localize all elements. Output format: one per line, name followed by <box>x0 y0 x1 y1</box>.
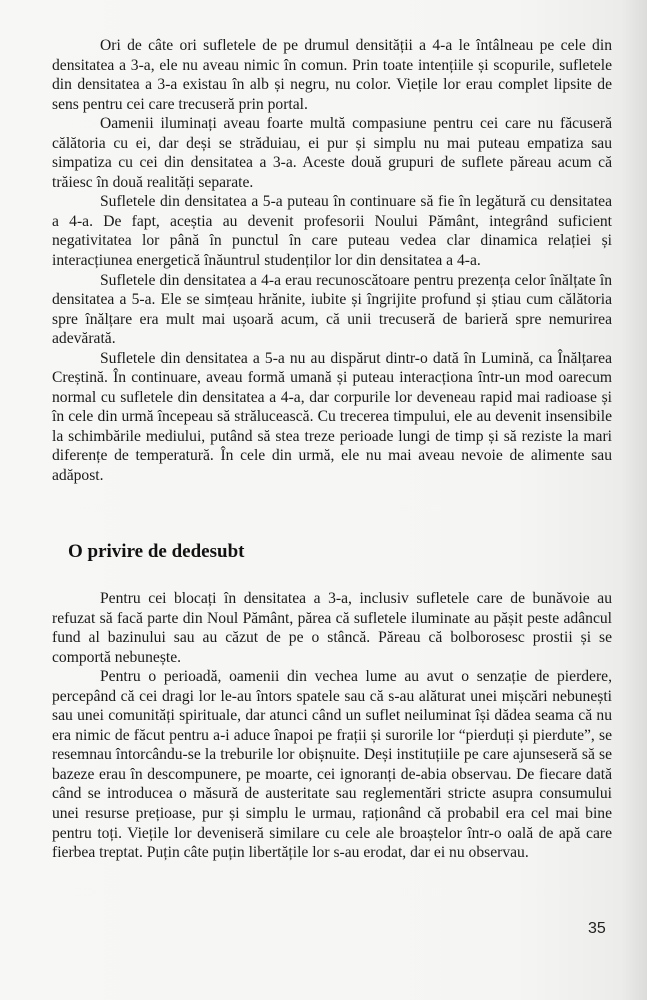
paragraph: Ori de câte ori sufletele de pe drumul densității a 4-a le întâlneau pe cele din densitatea a 3-a, ele nu aveau nimic în comun. Prin toate intențiile și scopurile, sufletele din densitatea a 3-a existau în alb și negru, nu color. Viețile lor erau complet lipsite de sens pentru cei care trecuseră prin portal. <box>52 37 612 113</box>
paragraph: Sufletele din densitatea a 4-a erau recunoscătoare pentru prezența celor înălțate în densitatea a 5-a. Ele se simțeau hrănite, iubite și îngrijite profund și știau cum călătoria spre înălțare era mult mai ușoară acum, că unii trecuseră de barieră spre nemurirea adevărată. <box>52 271 612 348</box>
paragraph: Pentru cei blocați în densitatea a 3-a, inclusiv sufletele care de bunăvoie au refuzat să facă parte din Noul Pământ, părea că sufletele iluminate au pășit peste adâncul fund al bazinului sau au căzut de pe o stâncă. Păreau că bolborosesc prostii și se comportă nebunește. <box>52 590 612 666</box>
section-1-body <box>52 36 612 486</box>
paragraph: Sufletele din densitatea a 5-a nu au dispărut dintr-o dată în Lumină, ca Înălțarea Creștină. În continuare, aveau formă umană și puteau interacționa într-un mod oarecum normal cu sufletele din densitatea a 4-a, dar corpurile lor deveneau rapid mai radioase și în cele din urmă începeau să strălucească. Cu trecerea timpului, ele au devenit insensibile la schimbările mediului, putând să stea treze perioade lungi de timp și să reziste la mari diferențe de temperatură. În cele din urmă, ele nu mai aveau nevoie de alimente sau adăpost. <box>52 349 612 485</box>
paragraph: Sufletele din densitatea a 5-a puteau în continuare să fie în legătură cu densitatea a 4-a. De fapt, aceștia au devenit profesorii Noului Pământ, integrând suficient negativitatea lor până în punctul în care puteau vedea clar dinamica relației și interacțiunea energetică înăuntrul studenților lor din densitatea a 4-a. <box>52 193 612 270</box>
section-2-body <box>52 589 612 863</box>
paragraph: Oamenii iluminați aveau foarte multă compasiune pentru cei care nu făcuseră călătoria cu ei, dar deși se străduiau, ei pur și simplu nu mai puteau empatiza sau simpatiza cu cei din densitatea a 3-a. Aceste două grupuri de suflete păreau acum că trăiesc în două realități separate. <box>52 115 612 191</box>
section-heading: O privire de dedesubt <box>68 541 245 562</box>
page-number: 35 <box>588 920 606 937</box>
paragraph: Pentru o perioadă, oamenii din vechea lume au avut o senzație de pierdere, percepând că cei dragi lor le-au întors spatele sau că s-au alăturat unei mișcări nebunești sau unei comunități spirituale, dar atunci când un suflet neiluminat își dădea seama că nu era nimic de făcut pentru a-i aduce înapoi pe frații și surorile lor “pierduți și pierdute”, se resemnau întorcându-se la treburile lor obișnuite. Deși instituțiile pe care ajunseseră să se bazeze erau în descompunere, pe moarte, cei ignoranți de-abia observau. De fiecare dată când se introducea o măsură de austeritate sau reglementări stricte asupra consumului unei resurse prețioase, pur și simplu le urmau, raționând că probabil era cel mai bine pentru toți. Viețile lor deveniseră similare cu cele ale broaștelor într-o oală de apă care fierbea treptat. Puțin câte puțin libertățile lor s-au erodat, dar ei nu observau. <box>52 668 612 862</box>
